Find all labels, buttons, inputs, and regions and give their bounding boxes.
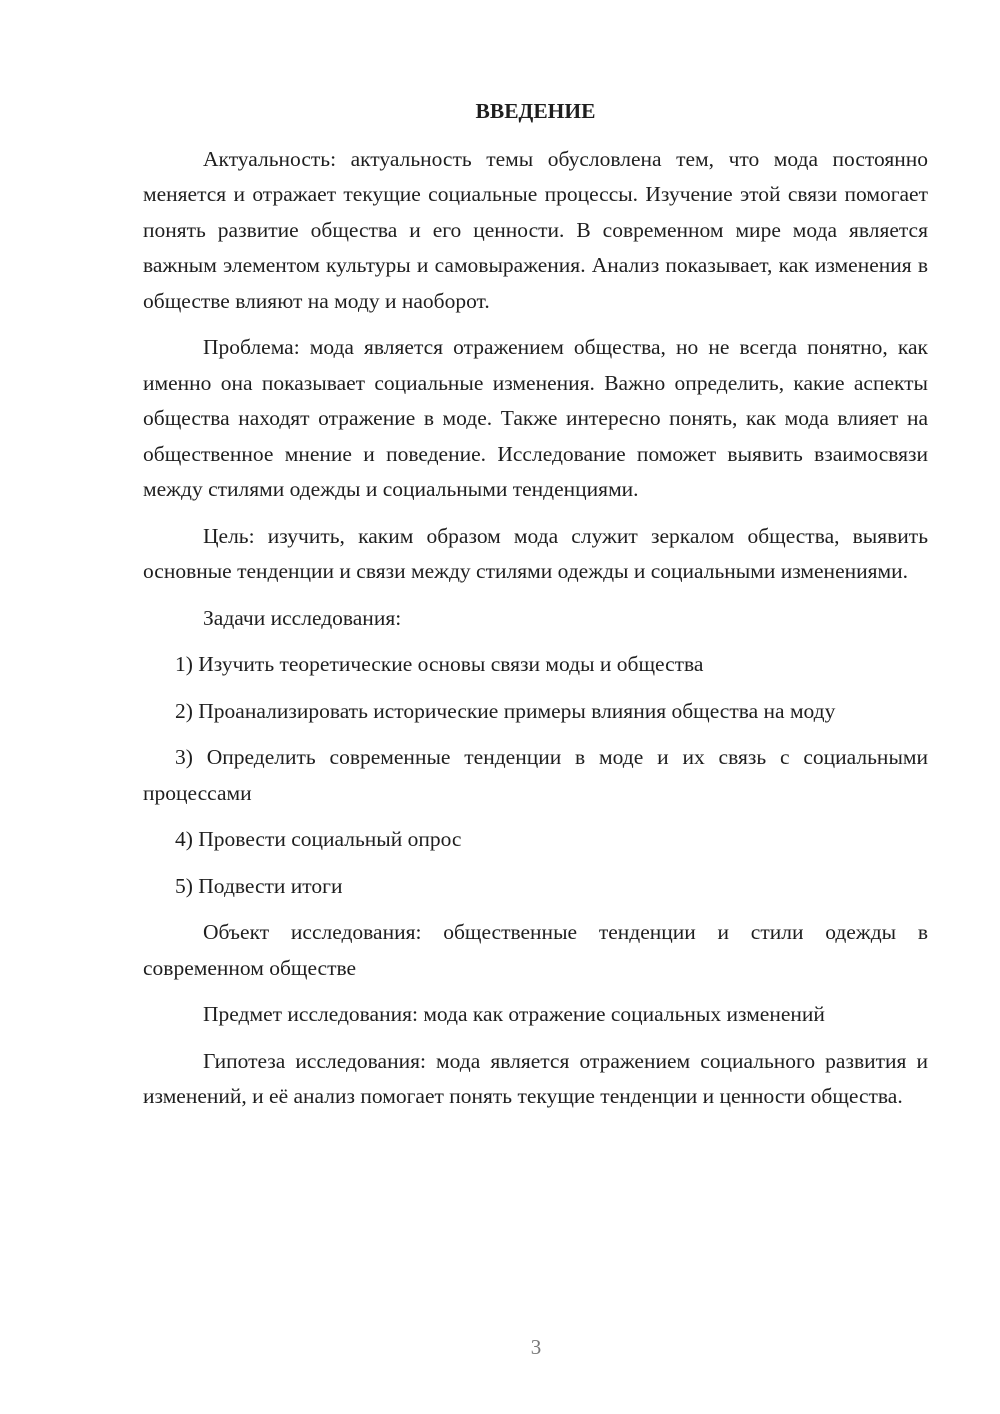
paragraph-problem: Проблема: мода является отражением общества, но не всегда понятно, как именно она показывает социальные изменения. Важно определить, какие аспекты общества находят отражение в моде. Также интересно понять, как мода влияет на общественное мнение и поведение. Исследование поможет выявить взаимосвязи между стилями одежды и социальными тенденциями. bbox=[143, 335, 928, 501]
task-item-3: 3) Определить современные тенденции в моде и их связь с социальными процессами bbox=[143, 745, 928, 805]
page-title: ВВЕДЕНИЕ bbox=[475, 99, 596, 123]
task-item-2: 2) Проанализировать исторические примеры влияния общества на моду bbox=[175, 698, 836, 723]
page-number: 3 bbox=[530, 1335, 542, 1359]
task-item-4: 4) Провести социальный опрос bbox=[175, 827, 462, 851]
task-item-5: 5) Подвести итоги bbox=[175, 873, 343, 898]
paragraph-hypothesis: Гипотеза исследования: мода является отражением социального развития и изменений, и её анализ помогает понять текущие тенденции и ценности общества. bbox=[143, 1048, 928, 1108]
paragraph-subject: Предмет исследования: мода как отражение социальных изменений bbox=[203, 1002, 825, 1026]
paragraph-relevance: Актуальность: актуальность темы обусловлена тем, что мода постоянно меняется и отражает текущие социальные процессы. Изучение этой связи помогает понять развитие общества и его ценности. В современном мире мода является важным элементом культуры и самовыражения. Анализ показывает, как изменения в обществе влияют на моду и наоборот. bbox=[143, 146, 928, 313]
tasks-heading: Задачи исследования: bbox=[203, 605, 402, 630]
task-item-1: 1) Изучить теоретические основы связи моды и общества bbox=[175, 652, 704, 676]
page-content bbox=[143, 94, 928, 1126]
paragraph-object: Объект исследования: общественные тенденции и стили одежды в современном обществе bbox=[143, 920, 928, 980]
paragraph-goal: Цель: изучить, каким образом мода служит зеркалом общества, выявить основные тенденции и связи между стилями одежды и социальными изменениями. bbox=[143, 523, 928, 583]
